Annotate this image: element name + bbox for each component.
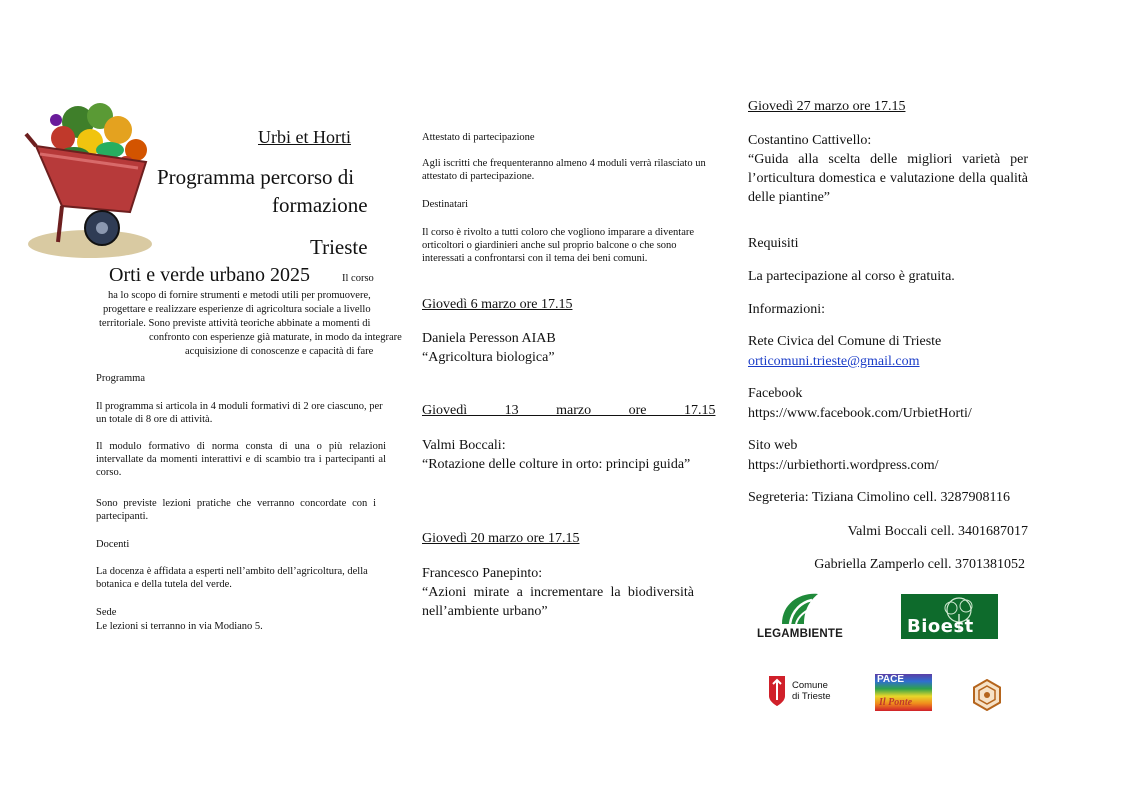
program-title-line1: Programma percorso di: [157, 165, 355, 189]
docenti-heading: Docenti: [96, 539, 130, 550]
bioest-logo: [901, 594, 998, 639]
session-3-date: Giovedì 20 marzo ore 17.15: [422, 531, 580, 546]
session-1-date: Giovedì 6 marzo ore 17.15: [422, 297, 573, 312]
facebook-label: Facebook: [748, 386, 803, 401]
wheelbarrow-illustration: [18, 94, 153, 264]
bioest-label: Bioest: [907, 616, 974, 637]
session-3-speaker: Francesco Panepinto:: [422, 566, 543, 581]
pace-label: PACE: [877, 674, 905, 685]
project-name: Urbi et Horti: [258, 127, 351, 147]
corso-line-3: territoriale. Sono previste attività teoriche abbinate a momenti di: [99, 318, 371, 329]
comune-line1: Comune: [792, 680, 828, 691]
contact-gabriella: Gabriella Zamperlo cell. 3701381052: [814, 557, 1025, 572]
corso-line-0: Il corso: [342, 273, 374, 284]
sito-label: Sito web: [748, 438, 798, 453]
session-2-date: [422, 401, 716, 420]
email-link[interactable]: orticomuni.trieste@gmail.com: [748, 354, 920, 369]
session-4-date: Giovedì 27 marzo ore 17.15: [748, 99, 906, 114]
course-title: Orti e verde urbano 2025: [109, 264, 311, 286]
facebook-url[interactable]: https://www.facebook.com/UrbietHorti/: [748, 406, 972, 421]
attestato-text: Agli iscritti che frequenteranno almeno 4 moduli verrà rilasciato un attestato di partecipazione.: [422, 158, 706, 182]
contact-valmi: Valmi Boccali cell. 3401687017: [847, 524, 1028, 539]
program-title-line2: formazione: [272, 193, 368, 217]
programma-p3: Sono previste lezioni pratiche che verranno concordate con i partecipanti.: [96, 498, 376, 522]
session-2-speaker: Valmi Boccali:: [422, 438, 506, 453]
session-4-speaker: Costantino Cattivello:: [748, 133, 872, 148]
destinatari-text: Il corso è rivolto a tutti coloro che vogliono imparare a diventare orticoltori o giardinieri anche sul proprio balcone o che sono interessati a confrontarsi con il tema dei beni comuni.: [422, 227, 695, 264]
pace-il-ponte-logo: [875, 674, 932, 711]
programma-p2: Il modulo formativo di norma consta di una o più relazioni intervallate da momenti interattivi e di scambio tra i partecipanti al corso.: [96, 441, 386, 478]
corso-line-4: confronto con esperienze già maturate, in modo da integrare: [149, 332, 402, 343]
legambiente-logo: [752, 588, 848, 644]
programma-heading: Programma: [96, 373, 145, 384]
programma-p1: Il programma si articola in 4 moduli formativi di 2 ore ciascuno, per un totale di 8 ore di attività.: [96, 401, 383, 425]
corso-line-5: acquisizione di conoscenze e capacità di fare: [185, 346, 374, 357]
comune-line2: di Trieste: [792, 691, 831, 702]
session-1-topic: “Agricoltura biologica”: [422, 350, 555, 365]
session-2-topic: “Rotazione delle colture in orto: principi guida”: [422, 457, 691, 472]
sito-url[interactable]: https://urbiethorti.wordpress.com/: [748, 458, 939, 473]
il-ponte-label: Il Ponte: [879, 697, 913, 708]
city-name: Trieste: [310, 235, 368, 259]
attestato-heading: Attestato di partecipazione: [422, 132, 535, 143]
comune-trieste-logo: [767, 674, 847, 710]
corso-line-1: ha lo scopo di fornire strumenti e metodi utili per promuovere,: [108, 290, 371, 301]
sede-text: Le lezioni si terranno in via Modiano 5.: [96, 621, 263, 632]
hexagon-emblem-logo: [972, 679, 1002, 711]
docenti-text: La docenza è affidata a esperti nell’ambito dell’agricoltura, della botanica e della tutela del verde.: [96, 566, 368, 590]
sede-heading: Sede: [96, 607, 117, 618]
requisiti-heading: Requisiti: [748, 236, 799, 251]
destinatari-heading: Destinatari: [422, 199, 469, 210]
segreteria-contact: Segreteria: Tiziana Cimolino cell. 3287908116: [748, 490, 1010, 505]
session-4-topic: “Guida alla scelta delle migliori varietà per l’orticultura domestica e valutazione della qualità delle piantine”: [748, 152, 1028, 205]
corso-line-2: progettare e realizzare esperienze di agricoltura sociale a livello: [103, 304, 371, 315]
rete-civica: Rete Civica del Comune di Trieste: [748, 334, 942, 349]
session-2-date-text: Giovedì 13 marzo ore 17.15: [422, 403, 716, 418]
requisiti-text: La partecipazione al corso è gratuita.: [748, 269, 955, 284]
session-3-topic: “Azioni mirate a incrementare la biodiversità nell’ambiente urbano”: [422, 585, 694, 619]
informazioni-heading: Informazioni:: [748, 302, 825, 317]
session-1-speaker: Daniela Peresson AIAB: [422, 331, 556, 346]
legambiente-label: LEGAMBIENTE: [757, 628, 843, 640]
